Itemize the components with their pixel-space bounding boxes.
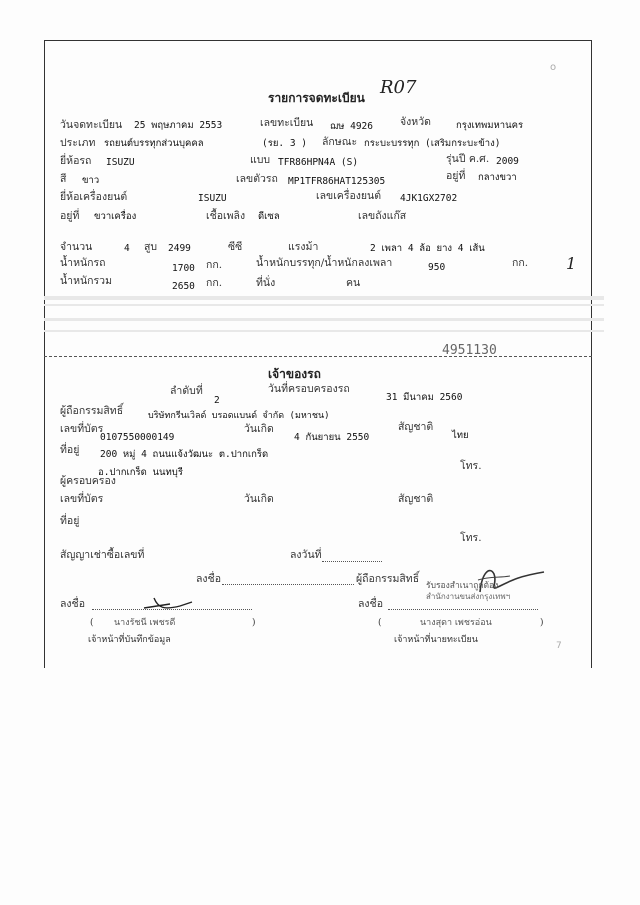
holder-id-label: เลขที่บัตร bbox=[60, 493, 104, 505]
fuel-label: เชื้อเพลิง bbox=[206, 210, 246, 222]
weight-label: น้ำหนักรถ bbox=[60, 257, 106, 269]
chassis-label: เลขตัวรถ bbox=[236, 173, 278, 185]
year-label: รุ่นปี ค.ศ. bbox=[446, 153, 490, 165]
owner-name: บริษัทกรีนเวิลด์ บรอดแบนด์ จำกัด (มหาชน) bbox=[148, 411, 330, 421]
owner-section-title: เจ้าของรถ bbox=[268, 367, 321, 381]
scan-noise bbox=[44, 318, 604, 321]
chassis-number: MP1TFR86HAT125305 bbox=[288, 176, 386, 187]
birth-label: วันเกิด bbox=[244, 423, 274, 435]
left-sign-label: ลงชื่อ bbox=[60, 598, 85, 610]
reg-no-label: เลขทะเบียน bbox=[260, 117, 314, 129]
fuel: ดีเซล bbox=[258, 211, 280, 222]
right-name-paren-close: ) bbox=[540, 618, 544, 628]
kg3: กก. bbox=[206, 277, 223, 289]
reg-date-label: วันจดทะเบียน bbox=[60, 119, 123, 131]
address-line1: 200 หมู่ 4 ถนนแจ้งวัฒนะ ต.ปากเกร็ด bbox=[100, 449, 269, 460]
engine-no-label: เลขเครื่องยนต์ bbox=[316, 190, 382, 202]
id-number: 0107550000149 bbox=[100, 432, 175, 443]
right-name-paren: ( bbox=[378, 618, 382, 628]
section-divider bbox=[44, 356, 592, 357]
load: 950 bbox=[428, 262, 446, 273]
handwritten-code: R07 bbox=[380, 77, 417, 98]
axles: 2 เพลา 4 ล้อ ยาง 4 เส้น bbox=[370, 243, 485, 254]
holder-birth-label: วันเกิด bbox=[244, 493, 274, 505]
address-label: ที่อยู่ bbox=[60, 444, 80, 456]
engine-cc: 2499 bbox=[168, 243, 191, 254]
engine-pos-label: อยู่ที่ bbox=[60, 210, 80, 222]
gas-tank-label: เลขถังแก๊ส bbox=[358, 210, 407, 222]
right-signer-name: นางสุดา เพชรอ่อน bbox=[420, 618, 492, 628]
holder-nat-label: สัญชาติ bbox=[398, 493, 434, 505]
cc-label: ซีซี bbox=[228, 241, 243, 253]
type-label: ประเภท bbox=[60, 137, 96, 149]
owner-label: ผู้ถือกรรมสิทธิ์ bbox=[60, 405, 124, 417]
right-sign-line bbox=[388, 609, 538, 610]
kg2: กก. bbox=[512, 257, 529, 269]
load-label: น้ำหนักบรรทุก/น้ำหนักลงเพลา bbox=[256, 257, 393, 269]
nationality: ไทย bbox=[452, 430, 469, 441]
id-label: เลขที่บัตร bbox=[60, 423, 104, 435]
page-marker: o bbox=[550, 62, 557, 73]
scan-noise bbox=[44, 304, 604, 306]
stamp-line2: สำนักงานขนส่งกรุงเทพฯ bbox=[426, 592, 511, 601]
weight: 1700 bbox=[172, 263, 195, 274]
hp-date-label: ลงวันที่ bbox=[290, 549, 322, 561]
brand: ISUZU bbox=[106, 157, 135, 168]
address-line2: อ.ปากเกร็ด นนทบุรี bbox=[98, 467, 183, 478]
total-weight-label: น้ำหนักรวม bbox=[60, 275, 112, 287]
left-name-paren: ( bbox=[90, 618, 94, 628]
engine-brand-label: ยี่ห้อเครื่องยนต์ bbox=[60, 191, 128, 203]
owner-sign-role: ผู้ถือกรรมสิทธิ์ bbox=[356, 573, 420, 585]
right-signer-role: เจ้าหน้าที่นายทะเบียน bbox=[394, 635, 478, 645]
stamp-line1: รับรองสำเนาถูกต้อง bbox=[426, 581, 499, 591]
holder-tel-label: โทร. bbox=[460, 532, 482, 544]
birth-date: 4 กันยายน 2550 bbox=[294, 432, 370, 443]
engine-number: 4JK1GX2702 bbox=[400, 193, 458, 204]
model-year: 2009 bbox=[496, 156, 519, 167]
cyl-count-label: จำนวน bbox=[60, 241, 93, 253]
left-name-paren-close: ) bbox=[252, 618, 256, 628]
model: TFR86HPN4A (S) bbox=[278, 157, 359, 168]
brand-label: ยี่ห้อรถ bbox=[60, 155, 92, 167]
hp-label: แรงม้า bbox=[288, 241, 319, 253]
corner-mark: 7 bbox=[556, 641, 562, 651]
cyl-count: 4 bbox=[124, 243, 130, 254]
character-label: ลักษณะ bbox=[322, 136, 358, 148]
reg-date: 25 พฤษภาคม 2553 bbox=[134, 120, 223, 131]
possession-date: 31 มีนาคม 2560 bbox=[386, 392, 463, 403]
seats-unit: คน bbox=[346, 277, 361, 289]
engine-position: ขวาเครื่อง bbox=[94, 211, 137, 222]
owner-sign-line bbox=[222, 584, 354, 585]
owner-sign-label: ลงชื่อ bbox=[196, 573, 221, 585]
character: กระบะบรรทุก (เสริมกระบะข้าง) bbox=[364, 138, 501, 149]
margin-mark: 1 bbox=[566, 254, 577, 273]
nationality-label: สัญชาติ bbox=[398, 421, 434, 433]
color-label: สี bbox=[60, 173, 67, 185]
left-signature bbox=[140, 594, 200, 614]
kg1: กก. bbox=[206, 259, 223, 271]
serial-number-faint: 4951130 bbox=[442, 343, 497, 358]
scan-noise bbox=[44, 296, 604, 300]
order-number: 2 bbox=[214, 395, 220, 406]
holder-label: ผู้ครอบครอง bbox=[60, 475, 116, 487]
reg-no: ฌษ 4926 bbox=[330, 121, 373, 132]
province: กรุงเทพมหานคร bbox=[456, 120, 524, 131]
order-label: ลำดับที่ bbox=[170, 385, 203, 397]
total-weight: 2650 bbox=[172, 281, 195, 292]
chassis-position: กลางขวา bbox=[478, 172, 517, 183]
engine-brand: ISUZU bbox=[198, 193, 227, 204]
left-signer-name: นางรัชนี เพชรดี bbox=[114, 618, 176, 628]
certified-stamp bbox=[420, 562, 550, 602]
cyl-unit: สูบ bbox=[144, 241, 158, 253]
hp-contract-label: สัญญาเช่าซื้อเลขที่ bbox=[60, 549, 145, 561]
type-code: (รย. 3 ) bbox=[262, 138, 307, 149]
hp-date-line bbox=[322, 561, 382, 562]
model-label: แบบ bbox=[250, 154, 271, 166]
holder-address-label: ที่อยู่ bbox=[60, 515, 80, 527]
tel-label: โทร. bbox=[460, 460, 482, 472]
possession-label: วันที่ครอบครองรถ bbox=[268, 383, 350, 395]
vehicle-type: รถยนต์บรรทุกส่วนบุคคล bbox=[104, 138, 204, 149]
right-sign-label: ลงชื่อ bbox=[358, 598, 383, 610]
document-title: รายการจดทะเบียน bbox=[268, 91, 365, 105]
province-label: จังหวัด bbox=[400, 116, 431, 128]
seats-label: ที่นั่ง bbox=[256, 277, 276, 289]
left-signer-role: เจ้าหน้าที่บันทึกข้อมูล bbox=[88, 635, 171, 645]
position-label: อยู่ที่ bbox=[446, 170, 466, 182]
color: ขาว bbox=[82, 175, 100, 186]
scan-noise bbox=[44, 330, 604, 332]
